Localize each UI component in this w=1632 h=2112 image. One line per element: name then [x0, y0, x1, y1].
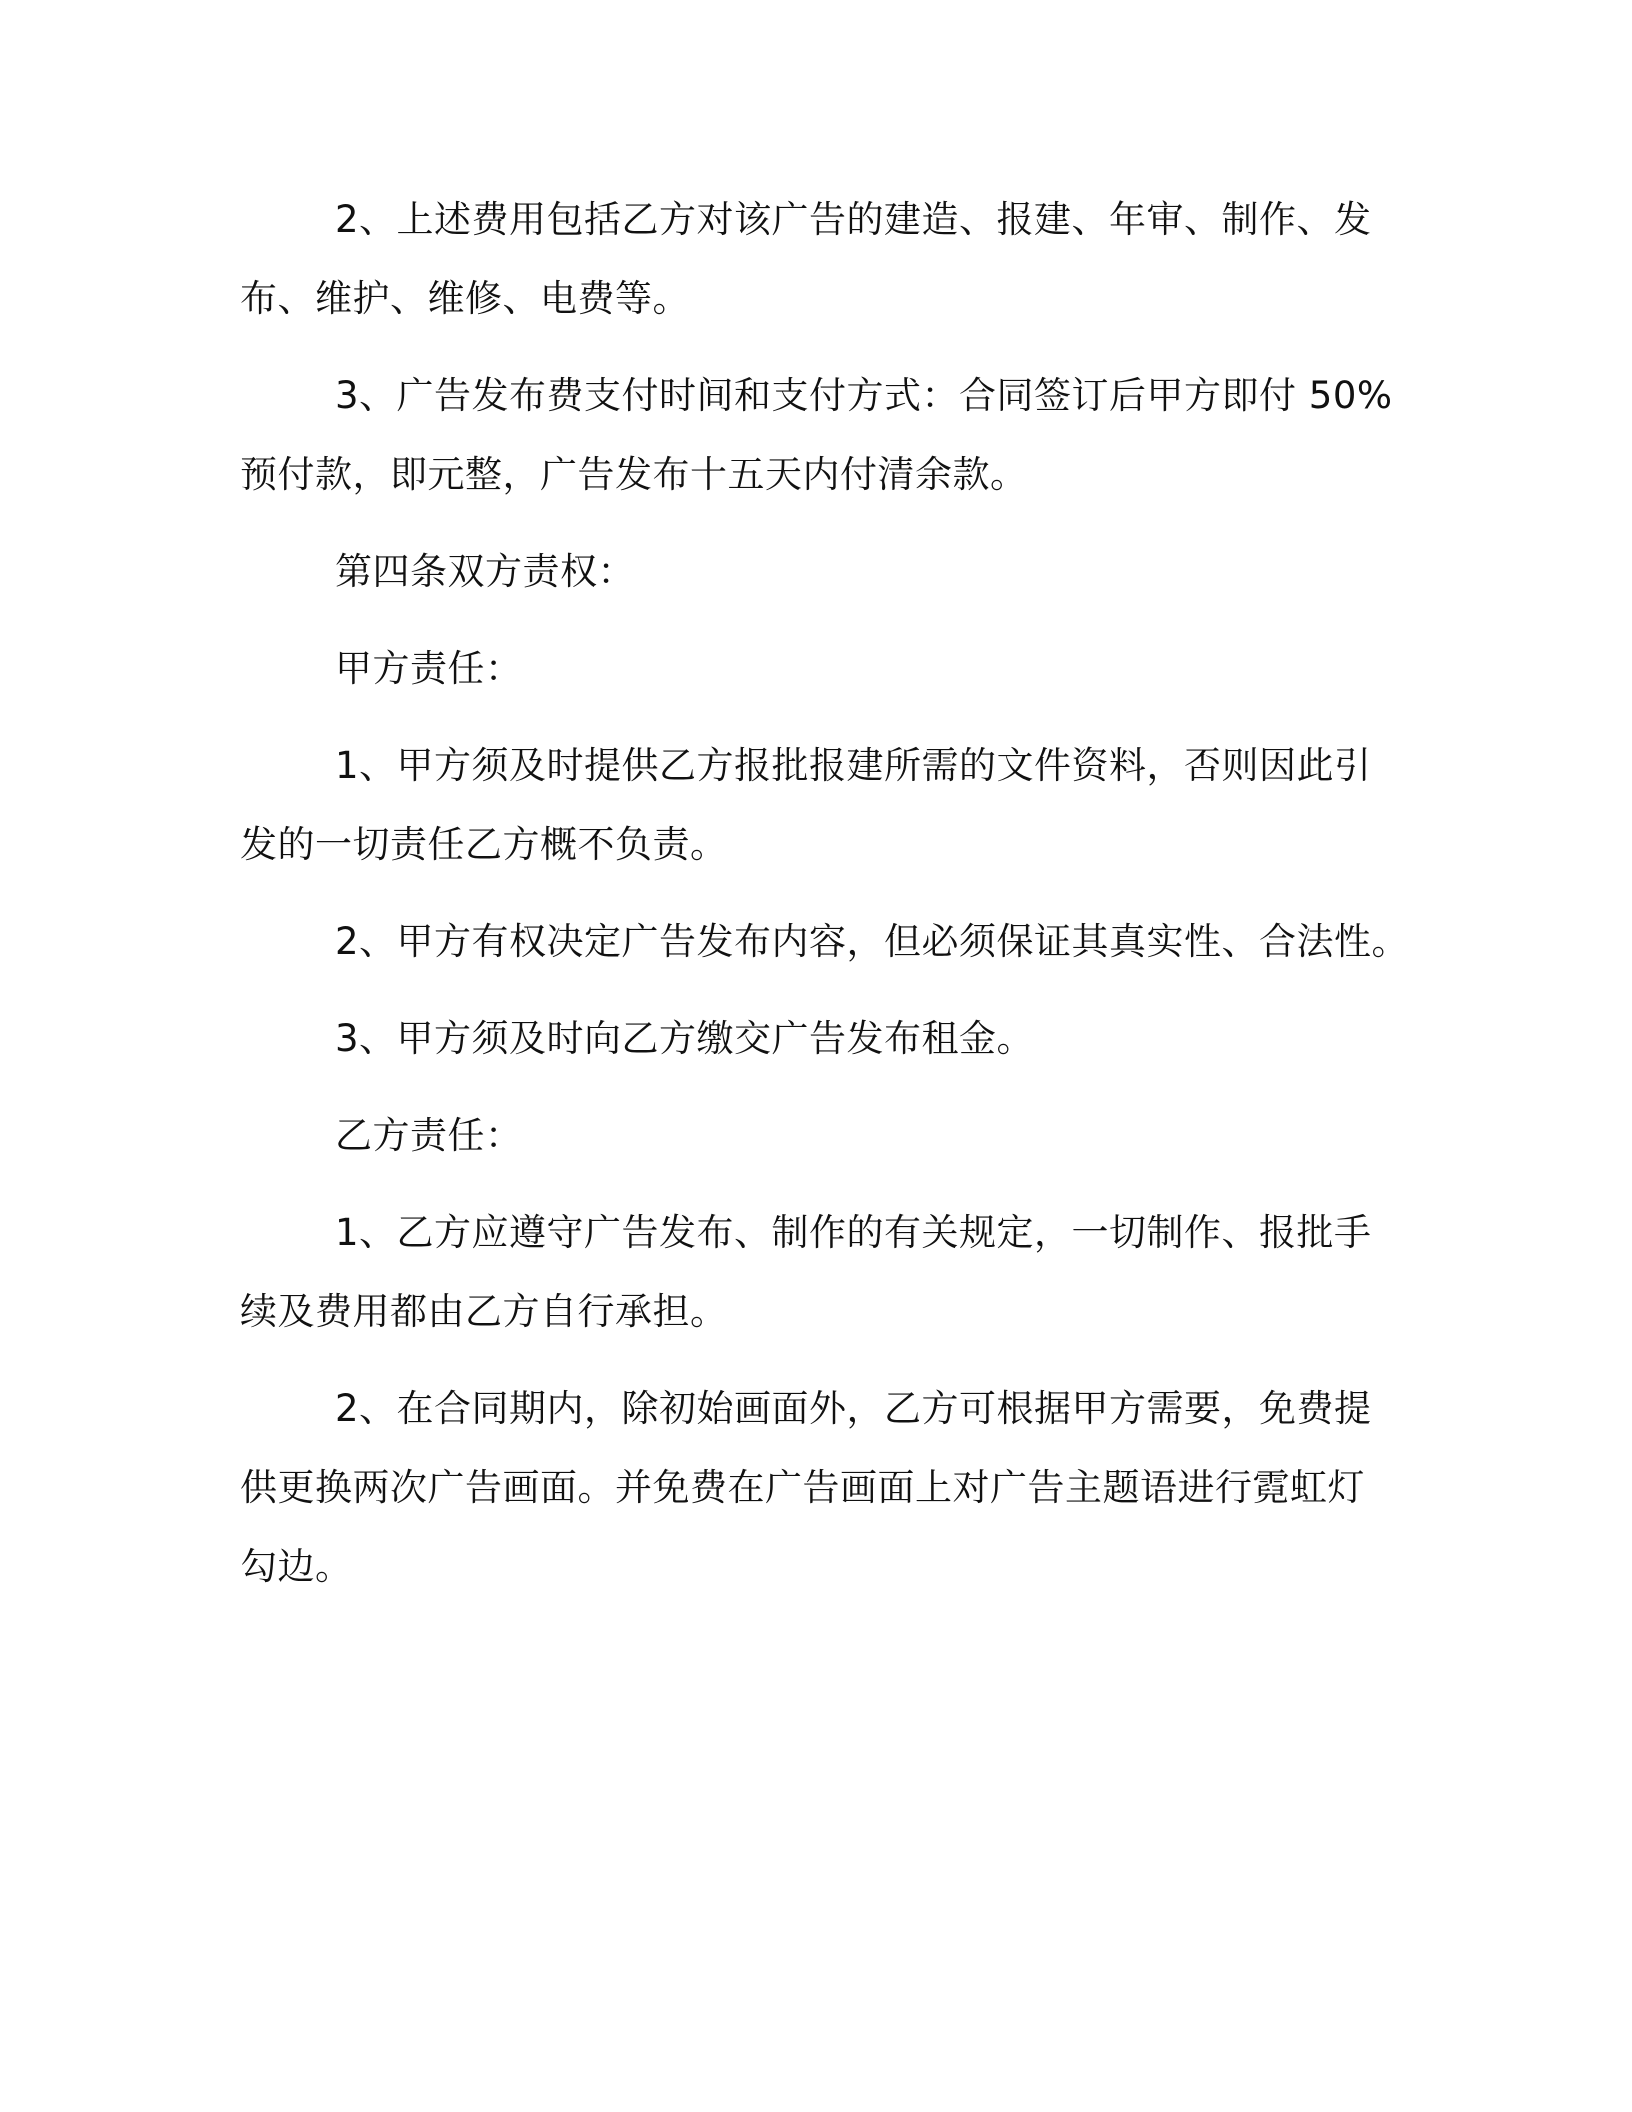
party-a-clause-1 [240, 726, 1400, 884]
paragraph-line: 预付款，即元整，广告发布十五天内付清余款。 [240, 453, 1028, 496]
paragraph-line: 供更换两次广告画面。并免费在广告画面上对广告主题语进行霓虹灯 [240, 1466, 1365, 1509]
paragraph-fee-scope [240, 180, 1400, 338]
paragraph-line: 布、维护、维修、电费等。 [240, 277, 690, 320]
paragraph-line: 第四条双方责权： [335, 550, 635, 593]
party-b-clause-1 [240, 1193, 1400, 1351]
paragraph-line: 甲方责任： [335, 647, 523, 690]
article-four-heading [240, 532, 1400, 611]
paragraph-line: 2、上述费用包括乙方对该广告的建造、报建、年审、制作、发 [335, 198, 1372, 241]
paragraph-payment-terms [240, 356, 1400, 514]
party-b-heading [240, 1096, 1400, 1175]
document-body [240, 180, 1410, 1624]
paragraph-line: 勾边。 [240, 1545, 353, 1588]
paragraph-line: 发的一切责任乙方概不负责。 [240, 823, 728, 866]
party-a-heading [240, 629, 1400, 708]
paragraph-line: 3、广告发布费支付时间和支付方式：合同签订后甲方即付 50% [335, 374, 1393, 417]
paragraph-line: 1、乙方应遵守广告发布、制作的有关规定，一切制作、报批手 [335, 1211, 1372, 1254]
paragraph-line: 3、甲方须及时向乙方缴交广告发布租金。 [335, 1017, 1035, 1060]
party-b-clause-2 [240, 1369, 1400, 1606]
paragraph-line: 2、在合同期内，除初始画面外，乙方可根据甲方需要，免费提 [335, 1387, 1372, 1430]
paragraph-line: 2、甲方有权决定广告发布内容，但必须保证其真实性、合法性。 [335, 920, 1410, 963]
party-a-clause-2 [240, 902, 1410, 981]
paragraph-line: 乙方责任： [335, 1114, 523, 1157]
paragraph-line: 续及费用都由乙方自行承担。 [240, 1290, 728, 1333]
paragraph-line: 1、甲方须及时提供乙方报批报建所需的文件资料，否则因此引 [335, 744, 1372, 787]
party-a-clause-3 [240, 999, 1400, 1078]
